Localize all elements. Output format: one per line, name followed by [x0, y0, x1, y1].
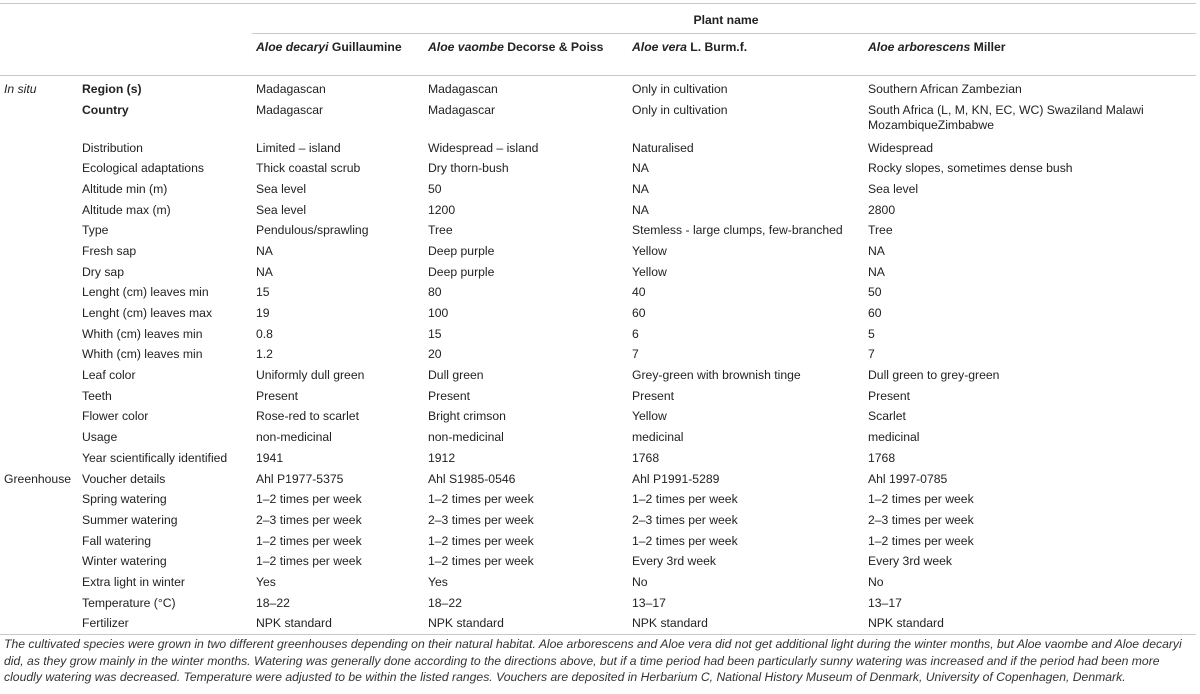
- species-author: L. Burm.f.: [686, 40, 748, 54]
- table-body: [0, 76, 1196, 635]
- row-label: Whith (cm) leaves min: [82, 326, 203, 341]
- species-name: Aloe vera: [632, 40, 687, 54]
- table-cell: Madagascar: [256, 102, 324, 117]
- row-label: Region (s): [82, 82, 142, 96]
- table-cell: Ahl 1997-0785: [868, 471, 948, 486]
- table-cell: 2–3 times per week: [868, 512, 974, 527]
- table-cell: Madagascan: [256, 82, 326, 96]
- table-cell: 80: [428, 285, 442, 300]
- table-cell: non-medicinal: [428, 430, 504, 445]
- table-cell: 1.2: [256, 347, 273, 362]
- table-row: [0, 531, 1196, 552]
- row-label: Extra light in winter: [82, 574, 185, 589]
- table-row: [0, 100, 1196, 138]
- table-row: [0, 427, 1196, 448]
- row-label: Lenght (cm) leaves max: [82, 306, 213, 320]
- row-label: Summer watering: [82, 512, 178, 527]
- section-cell-empty: [0, 220, 78, 241]
- section-cell-empty: [0, 427, 78, 448]
- table-cell: 18–22: [256, 595, 290, 610]
- table-cell: 20: [428, 347, 442, 362]
- species-header: [252, 34, 424, 76]
- section-cell-empty: [0, 324, 78, 345]
- table-cell: 2–3 times per week: [632, 512, 738, 527]
- section-cell-empty: [0, 386, 78, 407]
- table-cell: 1–2 times per week: [868, 533, 974, 548]
- table-cell: Only in cultivation: [632, 82, 728, 96]
- row-label: Lenght (cm) leaves min: [82, 285, 209, 300]
- section-cell-empty: [0, 303, 78, 324]
- table-cell: Yes: [428, 574, 448, 589]
- row-label: Altitude max (m): [82, 202, 171, 217]
- table-row: [0, 593, 1196, 614]
- table-cell: 1–2 times per week: [632, 533, 738, 548]
- table-cell: Every 3rd week: [632, 554, 716, 569]
- row-label: Teeth: [82, 388, 112, 403]
- table-row: [0, 386, 1196, 407]
- table-cell: Uniformly dull green: [256, 368, 365, 383]
- table-cell: Dull green to grey-green: [868, 368, 1000, 383]
- header-row-plant-name: [0, 4, 1196, 34]
- table-cell: 13–17: [632, 595, 666, 610]
- table-cell: 1–2 times per week: [256, 533, 362, 548]
- row-label: Type: [82, 223, 109, 238]
- row-label: Voucher details: [82, 471, 166, 486]
- table-cell: Dry thorn-bush: [428, 161, 509, 176]
- table-cell: 2800: [868, 202, 896, 217]
- table-cell: medicinal: [632, 430, 684, 445]
- table-cell: Stemless - large clumps, few-branched: [632, 223, 843, 238]
- table-row: [0, 282, 1196, 303]
- table-cell: Sea level: [868, 181, 919, 196]
- section-cell-empty: [0, 241, 78, 262]
- table-cell: Pendulous/sprawling: [256, 223, 369, 238]
- table-cell: Present: [256, 388, 299, 403]
- species-name: Aloe vaombe: [428, 40, 504, 54]
- table-cell: 0.8: [256, 326, 273, 341]
- table-cell: 15: [428, 326, 442, 341]
- row-label: Flower color: [82, 409, 149, 424]
- row-label: Fresh sap: [82, 243, 137, 258]
- table-cell: 1–2 times per week: [256, 554, 362, 569]
- table-row: [0, 551, 1196, 572]
- table-cell: Ahl S1985-0546: [428, 471, 516, 486]
- table-row: [0, 469, 1196, 490]
- table-row: [0, 344, 1196, 365]
- section-cell-empty: [0, 510, 78, 531]
- table-cell: Only in cultivation: [632, 102, 728, 117]
- table-cell: 1–2 times per week: [428, 554, 534, 569]
- table-cell: Every 3rd week: [868, 554, 952, 569]
- row-label: Fertilizer: [78, 613, 252, 634]
- species-author: Miller: [970, 40, 1006, 54]
- table-cell: Thick coastal scrub: [256, 161, 361, 176]
- section-cell-empty: [0, 531, 78, 552]
- row-label: Fall watering: [82, 533, 152, 548]
- section-cell-empty: [0, 365, 78, 386]
- row-label: Leaf color: [82, 368, 136, 383]
- table-cell: 50: [868, 285, 882, 300]
- plant-name-header: Plant name: [252, 4, 1196, 34]
- table-row: [0, 158, 1196, 179]
- species-author: Decorse & Poiss: [503, 40, 604, 54]
- section-cell-empty: [0, 158, 78, 179]
- table-cell: 1912: [428, 450, 456, 465]
- table-cell: 60: [868, 306, 882, 320]
- table-cell: Naturalised: [632, 140, 694, 155]
- table-cell: Yes: [256, 574, 276, 589]
- species-name: Aloe decaryi: [256, 40, 329, 54]
- table-cell: Ahl P1991-5289: [632, 471, 720, 486]
- table-cell: Deep purple: [428, 264, 495, 279]
- table-cell: 13–17: [868, 595, 902, 610]
- header-blank: [0, 4, 252, 34]
- table-cell: NA: [632, 181, 649, 196]
- species-header: [864, 34, 1196, 76]
- table-row: [0, 76, 1196, 100]
- table-cell: 1–2 times per week: [256, 492, 362, 507]
- table-cell: Deep purple: [428, 243, 495, 258]
- section-cell-empty: [0, 100, 78, 138]
- species-name: Aloe arborescens: [868, 40, 971, 54]
- row-label: Year scientifically identified: [82, 450, 228, 465]
- table-cell: Limited – island: [256, 140, 341, 155]
- table-cell: No: [632, 574, 648, 589]
- table-cell: Sea level: [256, 181, 307, 196]
- row-label: Winter watering: [82, 554, 167, 569]
- table-cell: 1768: [632, 450, 660, 465]
- table-cell: 1–2 times per week: [428, 533, 534, 548]
- section-cell-empty: [0, 138, 78, 159]
- table-row: [0, 406, 1196, 427]
- table-row: [0, 138, 1196, 159]
- table-cell: NPK standard: [864, 613, 1196, 634]
- row-label: Ecological adaptations: [82, 161, 204, 176]
- row-label: Country: [82, 102, 129, 117]
- table-cell: Tree: [428, 223, 453, 238]
- row-label: Distribution: [82, 140, 143, 155]
- table-row: [0, 613, 1196, 634]
- table-cell: NPK standard: [252, 613, 424, 634]
- section-cell-empty: [0, 282, 78, 303]
- table-cell: Yellow: [632, 243, 667, 258]
- species-author: Guillaumine: [328, 40, 402, 54]
- table-cell: 6: [632, 326, 639, 341]
- section-cell-empty: [0, 262, 78, 283]
- section-cell-empty: [0, 448, 78, 469]
- table-cell: Yellow: [632, 264, 667, 279]
- table-cell: NPK standard: [628, 613, 864, 634]
- table-row: [0, 572, 1196, 593]
- header-row-species: [0, 34, 1196, 76]
- table-cell: Ahl P1977-5375: [256, 471, 344, 486]
- table-cell: Present: [428, 388, 471, 403]
- row-label: Altitude min (m): [82, 181, 168, 196]
- table-row: [0, 241, 1196, 262]
- table-cell: 1–2 times per week: [632, 492, 738, 507]
- table-cell: Present: [632, 388, 675, 403]
- table-cell: NA: [256, 264, 273, 279]
- table-cell: NA: [632, 161, 649, 176]
- table-cell: 2–3 times per week: [256, 512, 362, 527]
- table-cell: 18–22: [428, 595, 462, 610]
- table-row: [0, 365, 1196, 386]
- table-cell: 5: [868, 326, 875, 341]
- table-cell: Scarlet: [868, 409, 906, 424]
- table-cell: Tree: [868, 223, 893, 238]
- table-cell: Rocky slopes, sometimes dense bush: [868, 161, 1073, 176]
- table-row: [0, 303, 1196, 324]
- table-cell: 1–2 times per week: [868, 492, 974, 507]
- table-cell: 19: [256, 306, 270, 320]
- table-cell: 1768: [868, 450, 896, 465]
- table-cell: NA: [868, 264, 885, 279]
- table-cell: 1941: [256, 450, 284, 465]
- table-caption: The cultivated species were grown in two different greenhouses depending on their natural habitat. Aloe arborescens and Aloe vera did not get additional light during the winter months, but Aloe vaombe and Aloe decaryi did, as they grow mainly in the winter months. Watering was generally done according to the directions above, but if a time period had been particularly sunny watering was increased and if the period had been more cloudly watering was decreased. Temperature were adjusted to be within the listed ranges. Vouchers are deposited in Herbarium C, National History Museum of Denmark, University of Copenhagen, Denmark.: [4, 637, 1182, 684]
- table-cell: non-medicinal: [256, 430, 332, 445]
- table-cell: Madagascar: [428, 102, 496, 117]
- species-header: [424, 34, 628, 76]
- table-cell: South Africa (L, M, KN, EC, WC) Swaziland Malawi MozambiqueZimbabwe: [868, 102, 1144, 132]
- table-cell: Present: [868, 388, 911, 403]
- table-cell: NA: [256, 243, 273, 258]
- species-header: [628, 34, 864, 76]
- table-cell: Dull green: [428, 368, 484, 383]
- section-cell-empty: [0, 489, 78, 510]
- table-cell: Yellow: [632, 409, 667, 424]
- table-cell: 1–2 times per week: [428, 492, 534, 507]
- row-label: Temperature (°C): [82, 595, 176, 610]
- table-cell: 40: [632, 285, 646, 300]
- table-cell: 15: [256, 285, 270, 300]
- plant-comparison-table: [0, 3, 1196, 635]
- table-row: [0, 179, 1196, 200]
- table-cell: 2–3 times per week: [428, 512, 534, 527]
- table-cell: 1200: [428, 202, 456, 217]
- section-cell-empty: [0, 179, 78, 200]
- section-cell-empty: [0, 613, 78, 634]
- section-cell-empty: [0, 344, 78, 365]
- row-label: Dry sap: [82, 264, 124, 279]
- table-cell: 50: [428, 181, 442, 196]
- row-label: Whith (cm) leaves min: [82, 347, 203, 362]
- table-cell: NA: [632, 202, 649, 217]
- table-cell: NPK standard: [424, 613, 628, 634]
- table-cell: Bright crimson: [428, 409, 506, 424]
- table-cell: 100: [428, 306, 449, 320]
- table-row: [0, 489, 1196, 510]
- table-row: [0, 200, 1196, 221]
- section-cell-empty: [0, 406, 78, 427]
- table-cell: No: [868, 574, 884, 589]
- table-cell: NA: [868, 243, 885, 258]
- table-row: [0, 262, 1196, 283]
- table-cell: 7: [868, 347, 875, 362]
- table-cell: Sea level: [256, 202, 307, 217]
- section-cell-empty: [0, 572, 78, 593]
- table-cell: Widespread – island: [428, 140, 539, 155]
- table-cell: Grey-green with brownish tinge: [632, 368, 801, 383]
- table-cell: 60: [632, 306, 646, 320]
- table-row: [0, 510, 1196, 531]
- section-cell-empty: [0, 200, 78, 221]
- species-header-blank: [0, 34, 252, 76]
- row-label: Spring watering: [82, 492, 167, 507]
- table-cell: Madagascan: [428, 82, 498, 96]
- table-row: [0, 448, 1196, 469]
- table-cell: 7: [632, 347, 639, 362]
- section-label-in-situ: In situ: [4, 82, 37, 96]
- row-label: Usage: [82, 430, 118, 445]
- table-row: [0, 220, 1196, 241]
- section-cell-empty: [0, 551, 78, 572]
- table-row: [0, 324, 1196, 345]
- table-cell: Rose-red to scarlet: [256, 409, 359, 424]
- table-cell: medicinal: [868, 430, 920, 445]
- section-label-greenhouse: Greenhouse: [4, 471, 72, 486]
- table-cell: Widespread: [868, 140, 934, 155]
- section-cell-empty: [0, 593, 78, 614]
- table-cell: Southern African Zambezian: [868, 82, 1022, 96]
